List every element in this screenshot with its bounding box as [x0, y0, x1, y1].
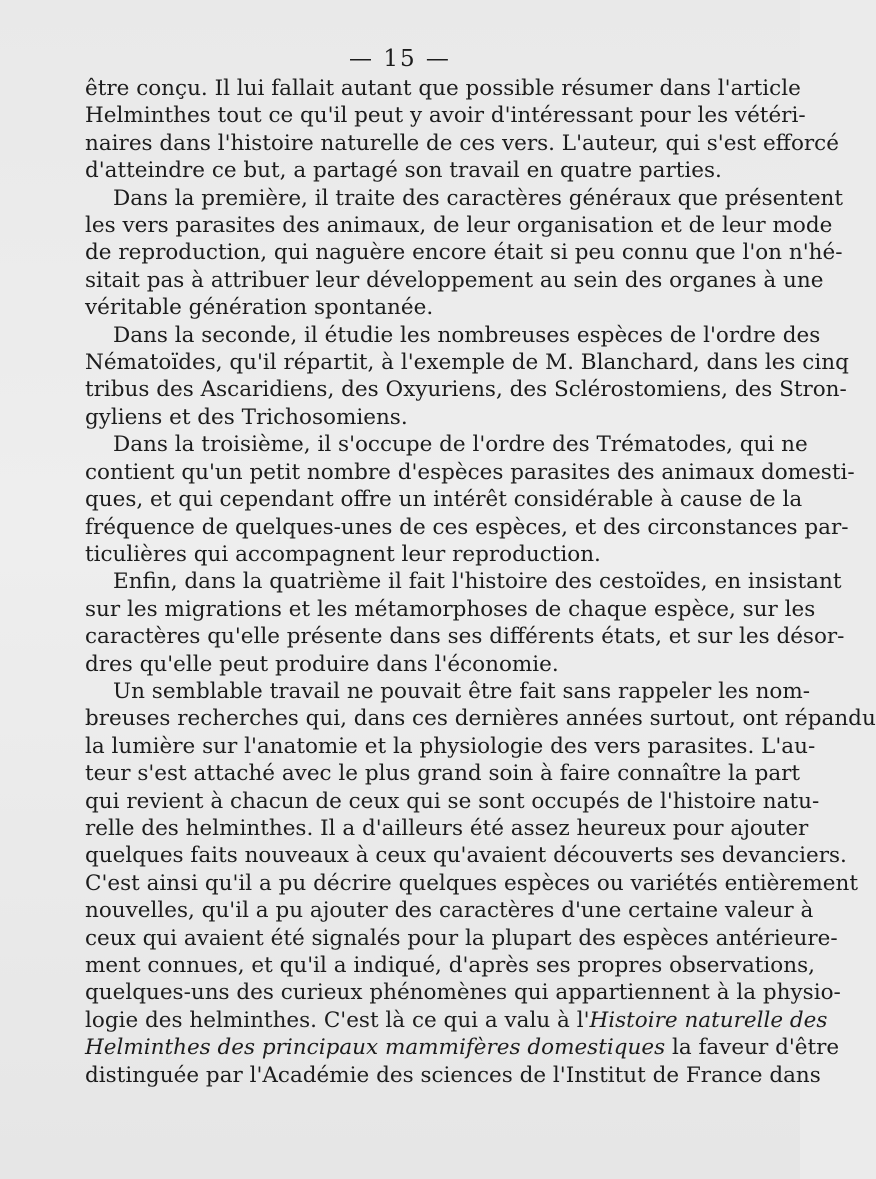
text-line: Dans la seconde, il étudie les nombreuses espèces de l'ordre des: [113, 322, 821, 348]
text-line: ment connues, et qu'il a indiqué, d'après ses propres observations,: [85, 953, 815, 978]
text-line: fréquence de quelques-unes de ces espèces, et des circonstances par-: [85, 514, 849, 540]
text-line: [85, 1034, 840, 1061]
paragraph: [85, 568, 845, 678]
italic-title-segment: Helminthes des principaux mammifères domestiques: [85, 1035, 666, 1061]
text-line: Helminthes tout ce qu'il peut y avoir d'intéressant pour les vétéri-: [85, 103, 806, 129]
text-line: sitait pas à attribuer leur développement au sein des organes à une: [85, 267, 824, 293]
text-line: Enfin, dans la quatrième il fait l'histoire des cestoïdes, en insistant: [113, 569, 842, 595]
body-text: [85, 75, 876, 1089]
text-line: Dans la première, il traite des caractères généraux que présentent: [113, 185, 844, 211]
page-number: — 15 —: [349, 46, 451, 72]
text-line: Dans la troisième, il s'occupe de l'ordre des Trématodes, qui ne: [113, 432, 808, 458]
text-line: contient qu'un petit nombre d'espèces parasites des animaux domesti-: [85, 459, 855, 485]
text-line: relle des helminthes. Il a d'ailleurs été assez heureux pour ajouter: [85, 815, 809, 841]
text-line: breuses recherches qui, dans ces dernières années surtout, ont répandu: [85, 706, 876, 732]
text-line: distinguée par l'Académie des sciences de l'Institut de France dans: [85, 1062, 821, 1088]
text-line: ceux qui avaient été signalés pour la plupart des espèces antérieure-: [85, 925, 838, 951]
paragraph: [85, 322, 849, 432]
text-line: d'atteindre ce but, a partagé son travail en quatre parties.: [85, 158, 722, 184]
text-line: tribus des Ascaridiens, des Oxyuriens, des Sclérostomiens, des Stron-: [85, 377, 847, 403]
text-line: la lumière sur l'anatomie et la physiologie des vers parasites. L'au-: [85, 733, 816, 759]
text-line: sur les migrations et les métamorphoses de chaque espèce, sur les: [85, 596, 816, 622]
text-line: C'est ainsi qu'il a pu décrire quelques espèces ou variétés entièrement: [85, 870, 858, 896]
text-line: quelques-uns des curieux phénomènes qui appartiennent à la physio-: [85, 980, 841, 1006]
text-line: véritable génération spontanée.: [85, 295, 434, 321]
text-line: être conçu. Il lui fallait autant que possible résumer dans l'article: [85, 76, 801, 101]
text-line: les vers parasites des animaux, de leur organisation et de leur mode: [85, 213, 833, 239]
text-line: quelques faits nouveaux à ceux qu'avaient découverts ses devanciers.: [85, 843, 847, 869]
text-segment: logie des helminthes. C'est là ce qui a valu à l': [85, 1007, 590, 1033]
text-line: dres qu'elle peut produire dans l'économie.: [85, 651, 559, 677]
text-segment: la faveur d'être: [665, 1035, 840, 1061]
paragraph: [85, 431, 855, 568]
paragraph: [85, 185, 844, 322]
text-line: gyliens et des Trichosomiens.: [85, 404, 408, 430]
text-line: teur s'est attaché avec le plus grand soin à faire connaître la part: [85, 761, 801, 787]
text-line: naires dans l'histoire naturelle de ces vers. L'auteur, qui s'est efforcé: [85, 130, 839, 156]
text-line: ticulières qui accompagnent leur reproduction.: [85, 541, 601, 567]
paragraph: [85, 678, 876, 1089]
text-line: ques, et qui cependant offre un intérêt considérable à cause de la: [85, 487, 803, 513]
text-line: nouvelles, qu'il a pu ajouter des caractères d'une certaine valeur à: [85, 898, 814, 924]
text-line: Nématoïdes, qu'il répartit, à l'exemple de M. Blanchard, dans les cinq: [85, 350, 849, 376]
italic-title-segment: Histoire naturelle des: [589, 1007, 828, 1033]
paragraph: [85, 75, 839, 185]
text-line: caractères qu'elle présente dans ses différents états, et sur les désor-: [85, 624, 845, 650]
text-line: Un semblable travail ne pouvait être fait sans rappeler les nom-: [113, 678, 811, 704]
text-line: qui revient à chacun de ceux qui se sont occupés de l'histoire natu-: [85, 788, 820, 814]
text-line: [85, 1007, 828, 1034]
text-line: de reproduction, qui naguère encore était si peu connu que l'on n'hé-: [85, 240, 843, 266]
